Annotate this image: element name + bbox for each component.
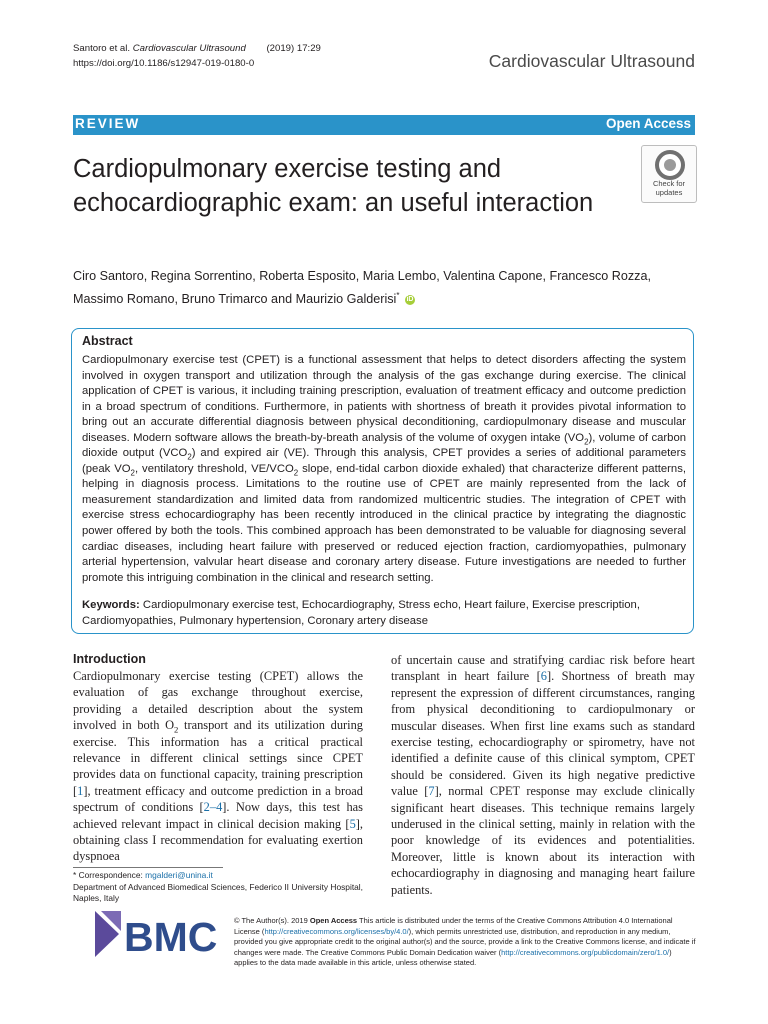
check-for-updates-badge[interactable]	[641, 145, 697, 203]
section-heading-introduction: Introduction	[73, 652, 146, 666]
affiliation: Department of Advanced Biomedical Sciences, Federico II University Hospital, Naples, Italy	[73, 881, 363, 903]
article-type-label: REVIEW	[75, 116, 141, 131]
body-column-left: Cardiopulmonary exercise testing (CPET) allows the evaluation of gas exchange throughout exercise, providing a detailed description about the system involved in both $O_2$ transport and its utilization during exercise. This information has a critical practical relevance in different clinical settings since CPET provides data on functional capacity, training prescription [1], treatment efficacy and outcome prediction in a broad spectrum of conditions [2–4]. Now days, this test has achieved relevant impact in clinical decision making [5], obtaining class I recommendation for evaluating exertion dyspnoea	[73, 669, 363, 864]
keywords	[82, 598, 686, 629]
citation-link[interactable]: 2–4	[203, 800, 223, 815]
body-column-right: of uncertain cause and stratifying cardiac risk before heart transplant in heart failure [6]. Shortness of breath may represent the expression of different circumstances, ranging from physical deconditioning to cardiopulmonary or muscular diseases. When first line exams such as standard exercise testing, echocardiography or spirometry, have not identified a definite cause of this clinical symptom, CPET should be considered. Given its high negative predictive value [7], normal CPET response may exclude clinically significant heart diseases. This technique remains largely underused in the clinical setting, mainly in relation with the poor knowledge of its evidences and potentialities. Moreover, little is known about its interaction with echocardiography in diagnosing and managing heart failure patients.	[391, 653, 695, 897]
public-domain-link[interactable]: http://creativecommons.org/publicdomain/zero/1.0/	[501, 947, 670, 957]
footnote-divider	[73, 867, 223, 868]
author-line-1: Ciro Santoro, Regina Sorrentino, Roberta Esposito, Maria Lembo, Valentina Capone, Francesco Rozza,	[73, 269, 651, 283]
corresponding-mark: *	[396, 291, 400, 300]
abstract-heading: Abstract	[82, 334, 133, 348]
bmc-logo	[95, 911, 220, 957]
citation-issue: (2019) 17:29	[266, 43, 321, 54]
citation-link[interactable]: 5	[349, 816, 356, 831]
open-access-label: Open Access	[605, 116, 691, 131]
badge-line2: updates	[655, 187, 683, 197]
bmc-logo-text: BMC	[124, 914, 218, 957]
journal-name: Cardiovascular Ultrasound	[488, 51, 695, 71]
abstract-text: Cardiopulmonary exercise test (CPET) is a functional assessment that helps to detect disorders affecting the system involved in oxygen transport and utilization through the analysis of the gas exchange during exercise. The clinical application of CPET is various, it including training prescription, evaluation of treatment efficacy and outcome prediction in a broad spectrum of conditions. Furthermore, in patients with shortness of breath it provides pivotal information to bring out an accurate differential diagnosis between physical deconditioning, cardiopulmonary disease and muscular diseases. Modern software allows the breath-by-breath analysis of the volume of oxygen intake $(VO_2)$, volume of carbon dioxide output $(VCO_2)$ and expired air (VE). Through this analysis, CPET provides a series of additional parameters (peak $VO_2$, ventilatory threshold, $VE/VCO_2$ slope, end-tidal carbon dioxide exhaled) that characterize different patterns, helping in diagnosis process. Limitations to the routine use of CPET are mainly represented from the lack of measurement standardization and limited data from randomized multicentric studies. The integration of CPET with exercise stress echocardiography has been recently introduced in the clinical practice by integrating the diagnostic power offered by both the tools. This combined approach has been demonstrated to be valuable for diagnosing several cardiac diseases, including heart failure with preserved or reduced ejection fraction, cardiomyopathies, pulmonary arterial hypertension, valvular heart disease and coronary artery disease. Future investigations are needed to further promote this intriguing combination in the clinical and research setting.	[82, 354, 687, 584]
doi-link[interactable]: https://doi.org/10.1186/s12947-019-0180-0	[73, 58, 255, 69]
running-header	[73, 41, 321, 71]
citation-link[interactable]: 7	[428, 784, 435, 799]
article-type-banner	[73, 115, 695, 135]
author-list	[73, 266, 693, 309]
citation-journal: Cardiovascular Ultrasound	[132, 43, 246, 54]
correspondence-email[interactable]: mgalderi@unina.it	[145, 870, 213, 880]
keywords-label: Keywords:	[82, 599, 140, 611]
badge-line1: Check for	[652, 179, 686, 188]
crossmark-icon	[655, 150, 685, 180]
citation-link[interactable]: 1	[77, 783, 84, 798]
citation-authors: Santoro et al.	[73, 43, 131, 54]
license-link[interactable]: http://creativecommons.org/licenses/by/4.0/	[264, 926, 409, 936]
citation-link[interactable]: 6	[540, 669, 547, 684]
correspondence-footnote: * Correspondence: mgalderi@unina.it Department of Advanced Biomedical Sciences, Federico II University Hospital, Naples, Italy	[73, 870, 373, 905]
author-line-2: Massimo Romano, Bruno Trimarco and Maurizio Galderisi	[73, 292, 397, 307]
orcid-icon[interactable]: iD	[406, 295, 414, 303]
keywords-text: Cardiopulmonary exercise test, Echocardiography, Stress echo, Heart failure, Exercise prescription, Cardiomyopathies, Pulmonary hypertension, Coronary artery disease	[82, 599, 640, 627]
license-statement: © The Author(s). 2019 Open Access This article is distributed under the terms of the Creative Commons Attribution 4.0 International License (http://creativecommons.org/licenses/by/4.0/), which permits unrestricted use, distribution, and reproduction in any medium, provided you give appropriate credit to the original author(s) and the source, provide a link to the Creative Commons license, and indicate if changes were made. The Creative Commons Public Domain Dedication waiver (http://creativecommons.org/publicdomain/zero/1.0/) applies to the data made available in this article, unless otherwise stated.	[234, 916, 696, 968]
article-title: Cardiopulmonary exercise testing and echocardiographic exam: an useful interaction	[73, 155, 594, 217]
